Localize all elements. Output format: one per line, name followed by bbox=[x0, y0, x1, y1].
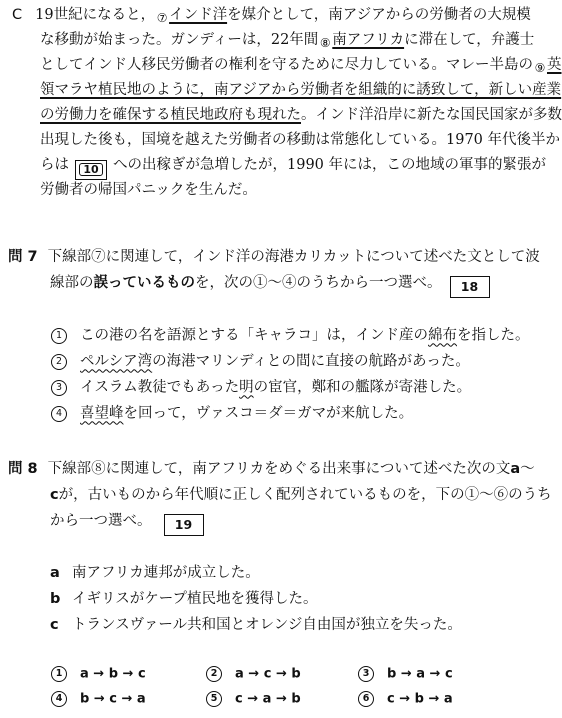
q8-choice-1[interactable]: 1 a → b → c bbox=[50, 666, 146, 682]
passage-line-3: としてインド人移民労働者の権利を守るために尽力している。マレー半島の ⑨ 英 bbox=[40, 57, 562, 75]
marker-8: ⑧ bbox=[319, 36, 331, 50]
q8-choice-3[interactable]: 3 b → a → c bbox=[357, 666, 453, 682]
answer-box-18[interactable]: 18 bbox=[450, 276, 490, 298]
q7-line-1: 問 7 下線部⑦に関連して，インド洋の海港カリカットについて述べた文として波 bbox=[8, 249, 540, 265]
passage-line-2: な移動が始まった。ガンディーは，22年間 ⑧ 南アフリカに滞在して，弁護士 bbox=[40, 32, 535, 50]
q8-statement-b: b イギリスがケープ植民地を獲得した。 bbox=[50, 591, 318, 607]
q7-option-2[interactable]: 2 ペルシア湾の海港マリンディとの間に直接の航路があった。 bbox=[50, 354, 470, 370]
q7-line-2: 線部の誤っているものを，次の①～④のうちから一つ選べ。 18 bbox=[50, 276, 493, 298]
q7-option-4[interactable]: 4 喜望峰を回って，ヴァスコ＝ダ＝ガマが来航した。 bbox=[50, 406, 413, 422]
q8-choice-5[interactable]: 5 c → a → b bbox=[205, 691, 301, 707]
answer-box-19[interactable]: 19 bbox=[164, 514, 204, 536]
underline-malaya: 領マラヤ植民地のように，南アジアから労働者を組織的に誘致して，新しい産業 bbox=[40, 82, 562, 98]
section-label: C bbox=[12, 7, 23, 23]
q8-statement-a: a 南アフリカ連邦が成立した。 bbox=[50, 565, 260, 581]
q8-line-1: 問 8 下線部⑧に関連して，南アフリカをめぐる出来事について述べた次の文a～ bbox=[8, 461, 535, 477]
q8-choice-6[interactable]: 6 c → b → a bbox=[357, 691, 453, 707]
passage-line-5: の労働力を確保する植民地政府も現れた。インド洋沿岸に新たな国民国家が多数 bbox=[40, 107, 562, 123]
q7-label: 問 7 bbox=[8, 249, 38, 265]
underline-south-africa: 南アフリカ bbox=[332, 32, 405, 48]
q8-statement-c: c トランスヴァール共和国とオレンジ自由国が独立を失った。 bbox=[50, 617, 462, 633]
passage-line-4 bbox=[40, 83, 561, 98]
q8-choice-4[interactable]: 4 b → c → a bbox=[50, 691, 146, 707]
q8-line-2: cが，古いものから年代順に正しく配列されているものを，下の①～⑥のうち bbox=[50, 487, 552, 503]
marker-7: ⑦ bbox=[156, 11, 168, 25]
q8-label: 問 8 bbox=[8, 461, 38, 477]
blank-box-10: 10 bbox=[75, 160, 107, 180]
marker-9: ⑨ bbox=[534, 61, 546, 75]
passage-line-1: C 19世紀になると， ⑦ インド洋を媒介として，南アジアからの労働者の大規模 bbox=[12, 7, 531, 25]
q8-line-3: から一つ選べ。 19 bbox=[50, 514, 207, 536]
q8-choice-2[interactable]: 2 a → c → b bbox=[205, 666, 301, 682]
passage-line-8: 労働者の帰国パニックを生んだ。 bbox=[40, 182, 257, 198]
underline-indian-ocean: インド洋 bbox=[169, 7, 228, 23]
passage-line-6: 出現した後も，国境を越えた労働者の移動は常態化している。1970 年代後半か bbox=[40, 132, 561, 148]
passage-line-7: らは 10 への出稼ぎが急増したが，1990 年には，この地域の軍事的緊張が bbox=[40, 158, 546, 180]
q7-option-1[interactable]: 1 この港の名を語源とする「キャラコ」は，インド産の綿布を指した。 bbox=[50, 328, 530, 344]
q7-option-3[interactable]: 3 イスラム教徒でもあった明の宦官，鄭和の艦隊が寄港した。 bbox=[50, 380, 471, 396]
